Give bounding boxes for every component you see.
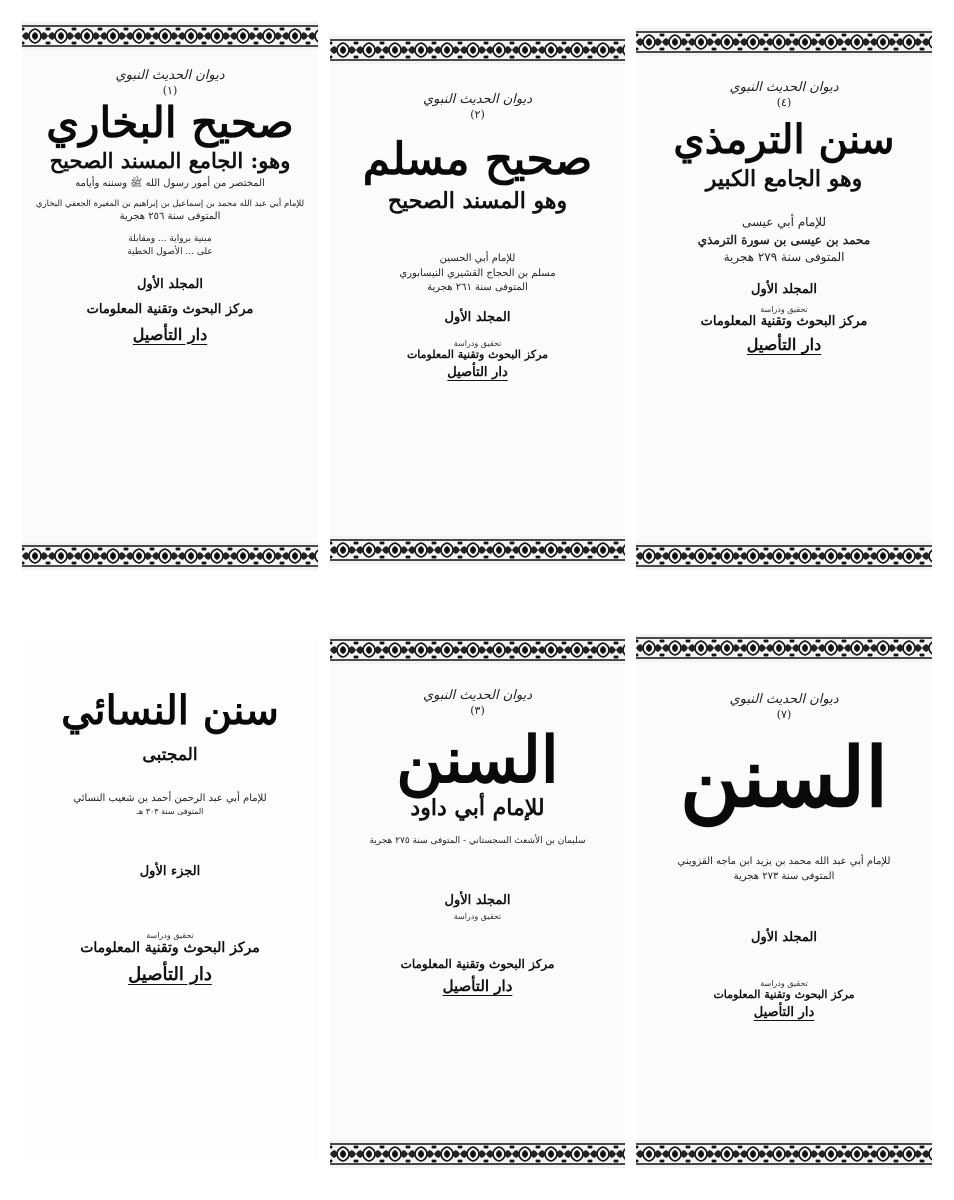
author-line: للإمام أبي عبد الرحمن أحمد بن شعيب النسائي [73, 792, 267, 804]
ornament-top [330, 36, 625, 64]
book-title: السنن [396, 723, 559, 798]
verification-label: تحقيق ودراسة [453, 911, 502, 921]
book-subtitle: وهو الجامع الكبير [705, 166, 863, 192]
ornament-bottom [636, 1140, 932, 1168]
ornament-top [636, 634, 932, 662]
ornament-bottom [22, 542, 318, 570]
research-center: مركز البحوث وتقنية المعلومات [80, 939, 260, 956]
volume-label: المجلد الأول [137, 276, 203, 292]
book-cover-nasai [22, 640, 318, 1160]
volume-number: (٣) [470, 704, 485, 717]
ornament-top [330, 636, 625, 664]
volume-label: المجلد الأول [444, 309, 511, 325]
publisher: دار التأصيل [753, 1005, 815, 1021]
ornament-bottom [330, 536, 625, 564]
series-name: ديوان الحديث النبوي [422, 688, 533, 703]
book-cover-tirmidhi [636, 28, 932, 570]
book-subtitle: وهو: الجامع المسند الصحيح [49, 148, 291, 174]
book-title: سنن النسائي [61, 687, 279, 734]
book-title: صحيح البخاري [46, 98, 294, 147]
volume-number: (٤) [776, 96, 792, 109]
volume-number: (٧) [776, 708, 792, 721]
death-year: المتوفى سنة ٢٥٦ هجرية [119, 211, 221, 223]
verification-label: تحقيق ودراسة [760, 979, 808, 989]
research-center: مركز البحوث وتقنية المعلومات [700, 314, 868, 330]
research-center: مركز البحوث وتقنية المعلومات [86, 301, 254, 317]
death-year: المتوفى سنة ٢٦١ هجرية [427, 282, 528, 294]
series-name: ديوان الحديث النبوي [115, 68, 225, 83]
verification-label: تحقيق ودراسة [453, 338, 502, 348]
death-year: المتوفى سنة ٢٧٣ هجرية [733, 870, 835, 882]
book-title: سنن الترمذي [673, 116, 895, 163]
author-line: للإمام أبي عبد الله محمد بن إسماعيل بن إبراهيم بن المغيرة الجعفي البخاري [35, 198, 305, 209]
verification-label: تحقيق ودراسة [760, 305, 808, 315]
publisher: دار التأصيل [128, 963, 212, 985]
verification-label: تحقيق ودراسة [146, 930, 194, 940]
author-line: للإمام أبي عبد الله محمد بن يزيد ابن ماجه القزويني [677, 856, 891, 868]
volume-label: الجزء الأول [139, 863, 201, 879]
book-cover-ibn-majah [636, 634, 932, 1168]
ornament-top [22, 22, 318, 50]
description-line: المختصر من أمور رسول الله ﷺ وسننه وأيامه [75, 178, 265, 190]
author-name: محمد بن عيسى بن سورة الترمذي [697, 232, 871, 247]
publisher: دار التأصيل [746, 335, 822, 355]
publisher: دار التأصيل [447, 364, 508, 380]
research-center: مركز البحوث وتقنية المعلومات [713, 988, 855, 1002]
edition-note: مبنية برواية ... ومقابلة [128, 233, 212, 244]
death-year: المتوفى سنة ٢٧٩ هجرية [723, 250, 845, 265]
author-name: مسلم بن الحجاج القشيري النيسابوري [399, 267, 556, 279]
book-title: صحيح مسلم [362, 134, 593, 185]
volume-number: (٢) [470, 108, 485, 121]
book-cover-abi-dawud [330, 636, 625, 1168]
series-name: ديوان الحديث النبوي [422, 92, 533, 107]
research-center: مركز البحوث وتقنية المعلومات [400, 956, 555, 971]
publisher: دار التأصيل [132, 324, 208, 344]
death-year: المتوفى سنة ٣٠٣ هـ [136, 807, 204, 817]
volume-label: المجلد الأول [751, 930, 817, 946]
research-center: مركز البحوث وتقنية المعلومات [406, 347, 549, 361]
ornament-bottom [330, 1140, 625, 1168]
book-subtitle: وهو المسند الصحيح [387, 188, 568, 215]
author-kunya: للإمام أبي عيسى [741, 215, 827, 230]
book-title: السنن [679, 730, 889, 826]
edition-note: على ... الأصول الخطية [127, 246, 213, 257]
series-name: ديوان الحديث النبوي [729, 80, 839, 95]
ornament-top [636, 28, 932, 56]
author-line: سليمان بن الأشعث السجستاني - المتوفى سنة ٢٧٥ هجرية [369, 836, 586, 847]
book-subtitle: المجتبى [142, 745, 198, 765]
volume-number: (١) [162, 84, 178, 97]
volume-label: المجلد الأول [751, 282, 817, 298]
publisher: دار التأصيل [442, 976, 513, 995]
book-subtitle: للإمام أبي داود [410, 795, 545, 822]
volume-label: المجلد الأول [444, 892, 511, 908]
book-cover-bukhari [22, 22, 318, 570]
ornament-bottom [636, 542, 932, 570]
book-cover-muslim [330, 36, 625, 564]
author-kunya: للإمام أبي الحسين [439, 253, 516, 265]
series-name: ديوان الحديث النبوي [729, 692, 839, 707]
